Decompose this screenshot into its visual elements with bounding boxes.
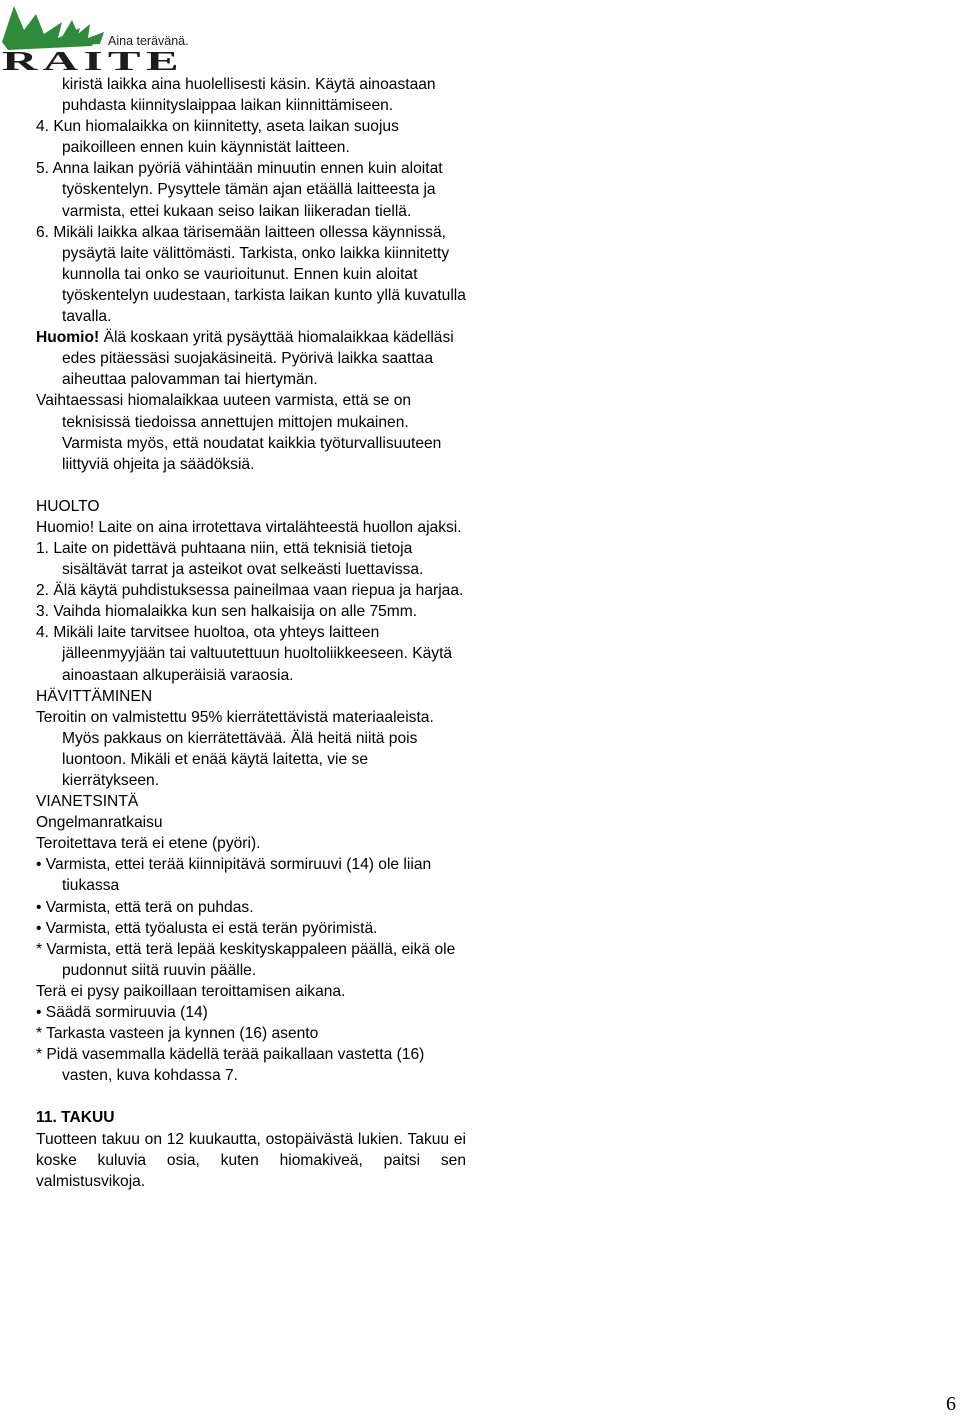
vianetsinta-subheading: Ongelmanratkaisu [36,814,163,832]
paragraph-continuation: kiristä laikka aina huolellisesti käsin. Käytä ainoastaan puhdasta kiinnityslaippaa laikan kiinnittämiseen. [62,76,436,115]
takuu-text: Tuotteen takuu on 12 kuukautta, ostopäivästä lukien. Takuu ei koske kuluvia osia, kuten hiomakiveä, paitsi sen valmistusvikoja. [36,1130,466,1190]
step-5: 5. Anna laikan pyöriä vähintään minuutin ennen kuin aloitat työskentelyn. Pysyttele tämän ajan etäällä laitteesta ja varmista, ettei kukaan seiso laikan liikeradan tiellä. [36,160,443,220]
takuu-heading: 11. TAKUU [36,1109,115,1127]
tree-logo-icon [2,6,104,50]
step-4: 4. Kun hiomalaikka on kiinnitetty, aseta laikan suojus paikoilleen ennen kuin käynnistät laitteen. [36,118,399,157]
solution-item: * Tarkasta vasteen ja kynnen (16) asento [36,1025,319,1043]
logo-tagline: Aina terävänä. [108,34,189,48]
warning-paragraph [36,327,466,390]
huolto-item: 4. Mikäli laite tarvitsee huoltoa, ota yhteys laitteen jälleenmyyjään tai valtuutettuun huoltoliikkeeseen. Käytä ainoastaan alkuperäisiä varaosia. [36,624,453,684]
huolto-item: 1. Laite on pidettävä puhtaana niin, että teknisiä tietoja sisältävät tarrat ja asteikot ovat selkeästi luettavissa. [36,539,424,579]
warning-label: Huomio! [36,329,100,347]
problem-1: Teroitettava terä ei etene (pyöri). [36,835,261,853]
solution-item: • Säädä sormiruuvia (14) [36,1004,208,1022]
logo-brand: RAITE [2,46,184,72]
solution-item: • Varmista, että työalusta ei estä terän pyörimistä. [36,919,378,937]
step-6: 6. Mikäli laikka alkaa tärisemään laitteen ollessa käynnissä, pysäytä laite välittömästi. Tarkista, onko laikka kiinnitetty kunnolla tai onko se vaurioitunut. Ennen kuin aloitat työskentelyn uudestaan, tarkista laikan kunto yllä kuvatulla tavalla. [36,223,466,326]
solution-item: * Pidä vasemmalla kädellä terää paikallaan vastetta (16) vasten, kuva kohdassa 7. [36,1046,425,1085]
vianetsinta-heading: VIANETSINTÄ [36,793,139,811]
havittaminen-text: Teroitin on valmistettu 95% kierrätettävistä materiaaleista. Myös pakkaus on kierrätettävää. Älä heitä niitä pois luontoon. Mikäli et enää käytä laitetta, vie se kierrätykseen. [36,708,434,789]
document-body [36,74,466,1192]
huolto-item: 3. Vaihda hiomalaikka kun sen halkaisija on alle 75mm. [36,603,418,621]
warning-text: Älä koskaan yritä pysäyttää hiomalaikkaa kädelläsi edes pitäessäsi suojakäsineitä. Pyörivä laikka saattaa aiheuttaa palovamman tai hiertymän. [62,329,454,389]
havittaminen-heading: HÄVITTÄMINEN [36,687,153,705]
huolto-note: Huomio! Laite on aina irrotettava virtalähteestä huollon ajaksi. [36,518,462,536]
raite-logo [0,0,190,72]
solution-item: • Varmista, että terä on puhdas. [36,898,254,916]
page-number: 6 [946,1393,956,1415]
solution-item: * Varmista, että terä lepää keskityskappaleen päällä, eikä ole pudonnut siitä ruuvin päälle. [36,940,456,979]
huolto-heading: HUOLTO [36,497,100,515]
replacement-paragraph: Vaihtaessasi hiomalaikkaa uuteen varmista, että se on teknisissä tiedoissa annettujen mittojen mukainen. Varmista myös, että noudatat kaikkia työturvallisuuteen liittyviä ohjeita ja säädöksiä. [36,392,442,473]
problem-2: Terä ei pysy paikoillaan teroittamisen aikana. [36,982,346,1000]
solution-item: • Varmista, ettei terää kiinnipitävä sormiruuvi (14) ole liian tiukassa [36,856,432,895]
huolto-item: 2. Älä käytä puhdistuksessa paineilmaa vaan riepua ja harjaa. [36,582,464,600]
